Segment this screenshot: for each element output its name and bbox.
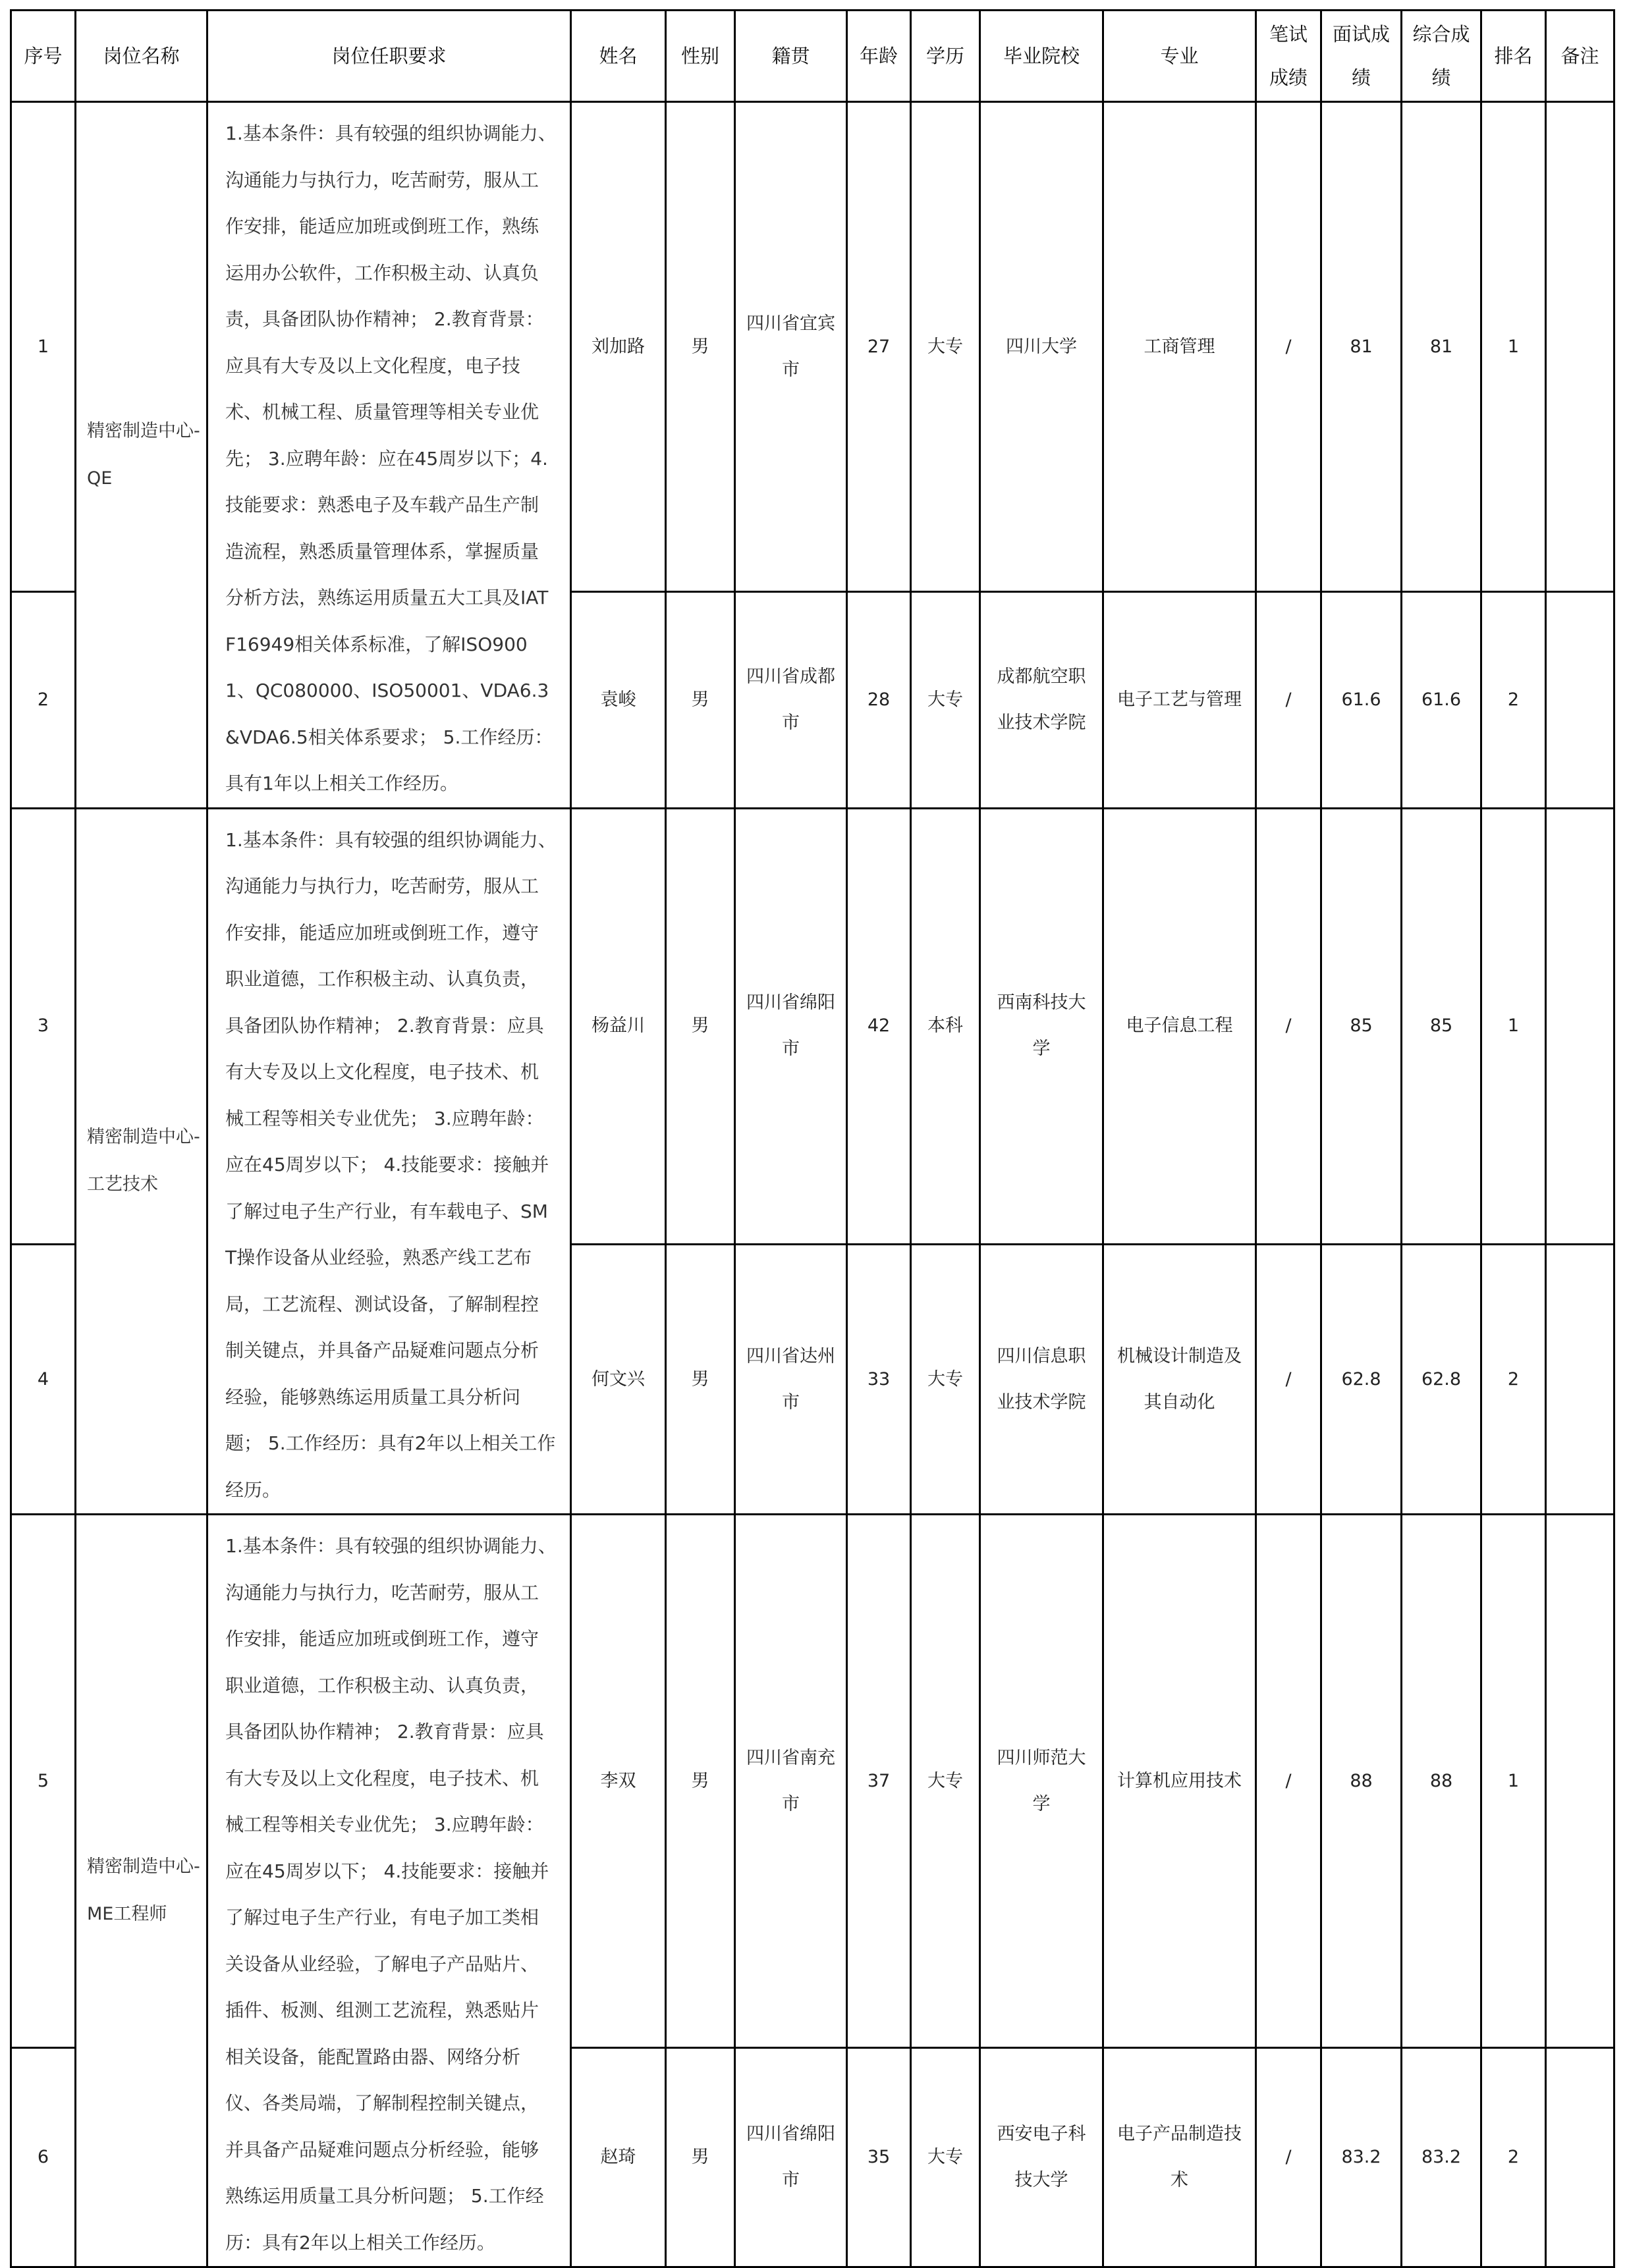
header-total-score: 综合成绩 [1402, 11, 1481, 102]
cell-major: 工商管理 [1103, 102, 1256, 592]
cell-gender: 男 [666, 592, 735, 808]
cell-school: 西南科技大学 [980, 808, 1103, 1245]
cell-remarks [1546, 592, 1614, 808]
cell-requirements: 1.基本条件：具有较强的组织协调能力、沟通能力与执行力，吃苦耐劳，服从工作安排，能适应加班或倒班工作，熟练运用办公软件，工作积极主动、认真负责，具备团队协作精神； 2.教育背景：应具有大专及以上文化程度，电子技术、机械工程、质量管理等相关专业优先； 3.应聘年龄：应在45周岁以下；4.技能要求：熟悉电子及车载产品生产制造流程，熟悉质量管理体系，掌握质量分析方法，熟练运用质量五大工具及IATF16949相关体系标准，了解ISO9001、QC080000、ISO50001、VDA6.3&VDA6.5相关体系要求； 5.工作经历：具有1年以上相关工作经历。 [207, 102, 571, 809]
cell-interview-score: 83.2 [1321, 2048, 1402, 2267]
cell-education: 大专 [911, 592, 980, 808]
cell-age: 35 [847, 2048, 911, 2267]
cell-seq: 1 [11, 102, 76, 592]
header-major: 专业 [1103, 11, 1256, 102]
cell-interview-score: 88 [1321, 1515, 1402, 2048]
cell-remarks [1546, 1515, 1614, 2048]
cell-school: 成都航空职业技术学院 [980, 592, 1103, 808]
cell-seq: 5 [11, 1515, 76, 2048]
cell-requirements: 1.基本条件：具有较强的组织协调能力、沟通能力与执行力，吃苦耐劳，服从工作安排，能适应加班或倒班工作，遵守职业道德，工作积极主动、认真负责，具备团队协作精神； 2.教育背景：应具有大专及以上文化程度，电子技术、机械工程等相关专业优先； 3.应聘年龄：应在45周岁以下； 4.技能要求：接触并了解过电子生产行业，有电子加工类相关设备从业经验，了解电子产品贴片、插件、板测、组测工艺流程，熟悉贴片相关设备，能配置路由器、网络分析仪、各类局端，了解制程控制关键点，并具备产品疑难问题点分析经验，能够熟练运用质量工具分析问题； 5.工作经历：具有2年以上相关工作经历。 [207, 1515, 571, 2267]
cell-name: 李双 [571, 1515, 666, 2048]
cell-school: 西安电子科技大学 [980, 2048, 1103, 2267]
cell-rank: 2 [1481, 2048, 1546, 2267]
cell-origin: 四川省成都市 [735, 592, 847, 808]
cell-major: 电子产品制造技术 [1103, 2048, 1256, 2267]
cell-school: 四川师范大学 [980, 1515, 1103, 2048]
cell-rank: 1 [1481, 1515, 1546, 2048]
cell-position: 精密制造中心-工艺技术 [76, 808, 207, 1515]
cell-age: 37 [847, 1515, 911, 2048]
cell-major: 电子信息工程 [1103, 808, 1256, 1245]
cell-education: 大专 [911, 102, 980, 592]
cell-total-score: 62.8 [1402, 1245, 1481, 1515]
cell-name: 袁峻 [571, 592, 666, 808]
table-row [11, 102, 1614, 592]
candidate-ranking-table [10, 9, 1615, 2268]
cell-name: 杨益川 [571, 808, 666, 1245]
header-rank: 排名 [1481, 11, 1546, 102]
cell-rank: 1 [1481, 808, 1546, 1245]
cell-interview-score: 85 [1321, 808, 1402, 1245]
cell-gender: 男 [666, 808, 735, 1245]
cell-origin: 四川省南充市 [735, 1515, 847, 2048]
cell-major: 机械设计制造及其自动化 [1103, 1245, 1256, 1515]
header-age: 年龄 [847, 11, 911, 102]
cell-written-score: / [1256, 1515, 1321, 2048]
cell-written-score: / [1256, 2048, 1321, 2267]
cell-total-score: 83.2 [1402, 2048, 1481, 2267]
cell-origin: 四川省绵阳市 [735, 2048, 847, 2267]
cell-name: 何文兴 [571, 1245, 666, 1515]
header-seq: 序号 [11, 11, 76, 102]
cell-rank: 2 [1481, 1245, 1546, 1515]
cell-written-score: / [1256, 592, 1321, 808]
cell-age: 33 [847, 1245, 911, 1515]
cell-school: 四川信息职业技术学院 [980, 1245, 1103, 1515]
cell-seq: 4 [11, 1245, 76, 1515]
cell-gender: 男 [666, 1515, 735, 2048]
header-requirements: 岗位任职要求 [207, 11, 571, 102]
cell-major: 计算机应用技术 [1103, 1515, 1256, 2048]
cell-age: 27 [847, 102, 911, 592]
cell-age: 28 [847, 592, 911, 808]
header-gender: 性别 [666, 11, 735, 102]
cell-seq: 3 [11, 808, 76, 1245]
cell-written-score: / [1256, 102, 1321, 592]
cell-origin: 四川省达州市 [735, 1245, 847, 1515]
cell-education: 大专 [911, 2048, 980, 2267]
cell-education: 大专 [911, 1245, 980, 1515]
header-position: 岗位名称 [76, 11, 207, 102]
header-remarks: 备注 [1546, 11, 1614, 102]
cell-requirements: 1.基本条件：具有较强的组织协调能力、沟通能力与执行力，吃苦耐劳，服从工作安排，能适应加班或倒班工作，遵守职业道德，工作积极主动、认真负责，具备团队协作精神； 2.教育背景：应具有大专及以上文化程度，电子技术、机械工程等相关专业优先； 3.应聘年龄：应在45周岁以下； 4.技能要求：接触并了解过电子生产行业，有车载电子、SMT操作设备从业经验，熟悉产线工艺布局，工艺流程、测试设备，了解制程控制关键点，并具备产品疑难问题点分析经验，能够熟练运用质量工具分析问题； 5.工作经历：具有2年以上相关工作经历。 [207, 808, 571, 1515]
cell-total-score: 81 [1402, 102, 1481, 592]
cell-interview-score: 61.6 [1321, 592, 1402, 808]
cell-major: 电子工艺与管理 [1103, 592, 1256, 808]
cell-written-score: / [1256, 808, 1321, 1245]
cell-gender: 男 [666, 1245, 735, 1515]
cell-total-score: 85 [1402, 808, 1481, 1245]
cell-seq: 2 [11, 592, 76, 808]
cell-name: 赵琦 [571, 2048, 666, 2267]
cell-school: 四川大学 [980, 102, 1103, 592]
cell-remarks [1546, 1245, 1614, 1515]
header-origin: 籍贯 [735, 11, 847, 102]
table-row [11, 1515, 1614, 2048]
cell-total-score: 88 [1402, 1515, 1481, 2048]
header-written-score: 笔试成绩 [1256, 11, 1321, 102]
cell-gender: 男 [666, 102, 735, 592]
cell-name: 刘加路 [571, 102, 666, 592]
cell-origin: 四川省宜宾市 [735, 102, 847, 592]
cell-origin: 四川省绵阳市 [735, 808, 847, 1245]
header-education: 学历 [911, 11, 980, 102]
cell-position: 精密制造中心-ME工程师 [76, 1515, 207, 2267]
cell-total-score: 61.6 [1402, 592, 1481, 808]
cell-written-score: / [1256, 1245, 1321, 1515]
cell-position: 精密制造中心-QE [76, 102, 207, 809]
header-name: 姓名 [571, 11, 666, 102]
cell-remarks [1546, 808, 1614, 1245]
cell-age: 42 [847, 808, 911, 1245]
cell-rank: 1 [1481, 102, 1546, 592]
table-row [11, 808, 1614, 1245]
cell-rank: 2 [1481, 592, 1546, 808]
cell-interview-score: 62.8 [1321, 1245, 1402, 1515]
header-row [11, 11, 1614, 102]
header-interview-score: 面试成绩 [1321, 11, 1402, 102]
cell-seq: 6 [11, 2048, 76, 2267]
header-school: 毕业院校 [980, 11, 1103, 102]
cell-gender: 男 [666, 2048, 735, 2267]
cell-remarks [1546, 102, 1614, 592]
cell-education: 本科 [911, 808, 980, 1245]
cell-interview-score: 81 [1321, 102, 1402, 592]
cell-education: 大专 [911, 1515, 980, 2048]
cell-remarks [1546, 2048, 1614, 2267]
